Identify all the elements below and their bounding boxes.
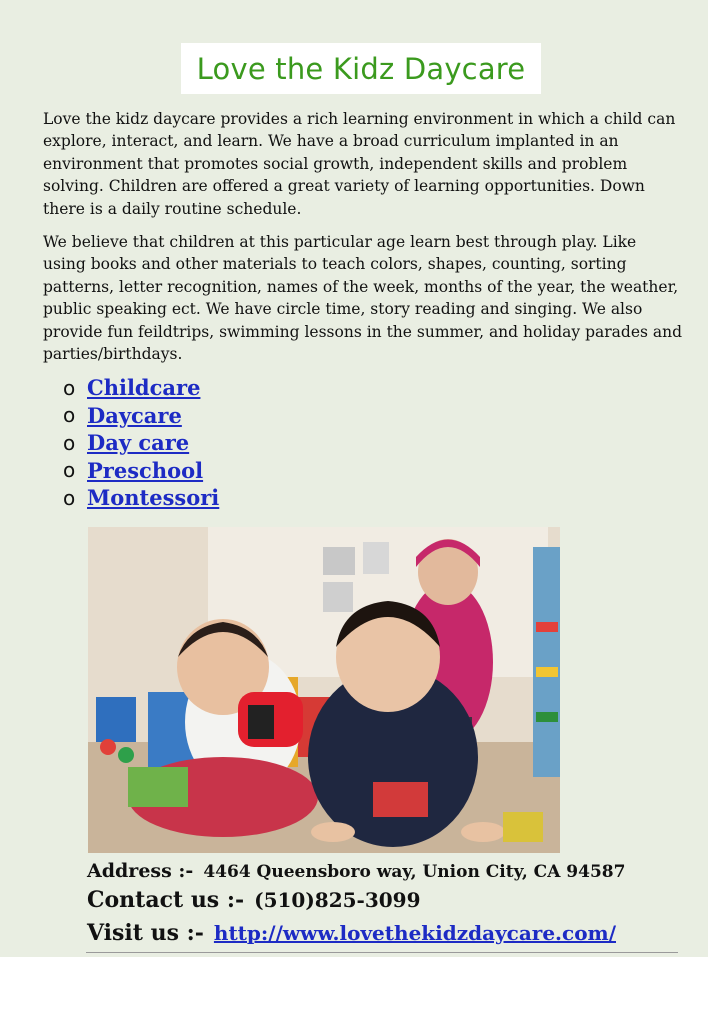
website-label: Visit us :- bbox=[87, 920, 204, 946]
logo-banner bbox=[181, 43, 541, 94]
phone-value: (510)825-3099 bbox=[254, 888, 421, 912]
logo-title: Love the Kidz Daycare bbox=[196, 51, 526, 86]
link-childcare[interactable]: Childcare bbox=[87, 375, 201, 401]
service-links-list bbox=[63, 374, 219, 512]
link-daycare[interactable]: Daycare bbox=[87, 402, 182, 428]
photo-illustration bbox=[88, 527, 560, 853]
children-playing-photo bbox=[88, 527, 560, 853]
website-link[interactable]: http://www.lovethekidzdaycare.com/ bbox=[213, 921, 616, 945]
link-montessori[interactable]: Montessori bbox=[87, 485, 220, 511]
list-item bbox=[63, 374, 219, 402]
intro-paragraph-2: We believe that children at this particular age learn best through play. Like using books and other materials to teach colors, shapes, counting, sorting patterns, letter recognition, names of the week, months of the year, the weather, public speaking ect. We have circle time, story reading and singing. We also provide fun feildtrips, swimming lessons in the summer, and holiday parades and parties/birthdays. bbox=[43, 233, 683, 364]
bullet-icon: o bbox=[63, 458, 76, 483]
bullet-icon: o bbox=[63, 375, 76, 400]
address-line bbox=[87, 860, 625, 882]
bullet-icon: o bbox=[63, 403, 76, 428]
address-value: 4464 Queensboro way, Union City, CA 94587 bbox=[203, 862, 626, 882]
phone-label: Contact us :- bbox=[87, 887, 245, 913]
footer-divider bbox=[86, 952, 678, 953]
phone-line bbox=[87, 887, 421, 913]
link-preschool[interactable]: Preschool bbox=[87, 457, 204, 483]
list-item bbox=[63, 457, 219, 485]
list-item bbox=[63, 402, 219, 430]
list-item bbox=[63, 429, 219, 457]
bullet-icon: o bbox=[63, 430, 76, 455]
link-day-care[interactable]: Day care bbox=[87, 430, 190, 456]
website-line bbox=[87, 920, 616, 946]
address-label: Address :- bbox=[87, 860, 194, 882]
intro-paragraph-1: Love the kidz daycare provides a rich learning environment in which a child can explore, interact, and learn. We have a broad curriculum implanted in an environment that promotes social growth, independent skills and problem solving. Children are offered a great variety of learning opportunities. Down there is a daily routine schedule. bbox=[43, 110, 676, 218]
list-item bbox=[63, 484, 219, 512]
bullet-icon: o bbox=[63, 485, 76, 510]
